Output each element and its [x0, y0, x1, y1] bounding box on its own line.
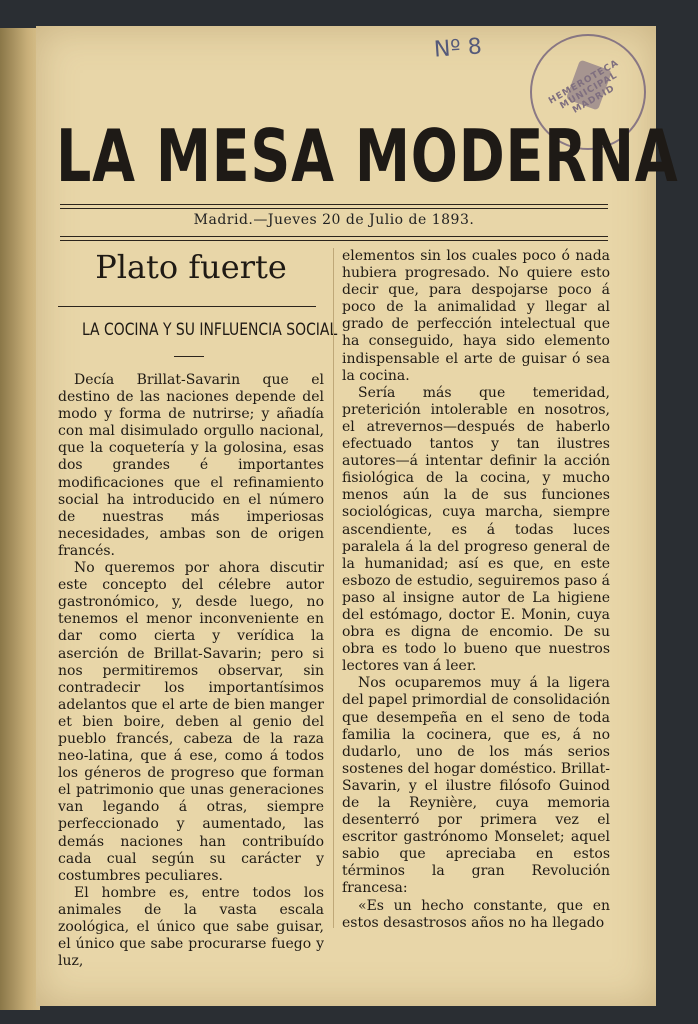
paragraph: El hombre es, entre todos los animales de la vasta escala zoológica, el único que sabe guisar, el único que sabe procurarse fuego y luz, — [58, 884, 324, 970]
paragraph: Nos ocuparemos muy á la ligera del papel primordial de consolidación que desempeña en el seno de toda familia la cocinera, que es, á no dudarlo, uno de los más serios sostenes del hogar doméstico. Brillat-Savarin, y el ilustre filósofo Guinod de la Reynière, cuya memoria desenterró por primera vez el escritor gastrónomo Monselet; aquel sabio que apreciaba en estos términos la gran Revolución francesa: — [342, 675, 610, 897]
dateline-rule — [60, 236, 608, 237]
article-column-right — [342, 248, 610, 932]
article-subtitle: LA COCINA Y SU INFLUENCIA SOCIAL — [81, 320, 338, 340]
section-rule — [58, 306, 316, 307]
paragraph: elementos sin los cuales poco ó nada hubiera progresado. No quiere esto decir que, para despojarse poco á poco de la animalidad y llegar al grado de perfección intelectual que ha conseguido, haya sido elemento indispensable el arte de guisar ó sea la cocina. — [342, 248, 610, 384]
issue-number-handwritten: Nº 8 — [433, 34, 483, 63]
masthead-rule-top — [60, 204, 608, 205]
book-spine-edge — [0, 28, 40, 1010]
dateline: Madrid.—Jueves 20 de Julio de 1893. — [193, 212, 475, 228]
subtitle-ornament-rule — [174, 356, 204, 357]
masthead-rule-top-2 — [60, 208, 608, 209]
paragraph: Decía Brillat-Savarin que el destino de las naciones depende del modo y forma de nutrirse; y añadía con mal disimulado orgullo nacional, que la coquetería y la golosina, esas dos grandes é importantes modificaciones que el refinamiento social ha introducido en el número de nuestras más imperiosas necesidades, ambas son de origen francés. — [58, 372, 324, 559]
article-column-left — [58, 372, 324, 970]
column-divider — [333, 248, 334, 928]
masthead-title: LA MESA MODERNA — [56, 114, 679, 198]
section-title: Plato fuerte — [95, 248, 287, 286]
dateline-rule-2 — [60, 240, 608, 241]
newspaper-page — [36, 26, 679, 1006]
paragraph: Sería más que temeridad, preterición intolerable en nosotros, el atrevernos—después de haberlo efectuado tantos y tan ilustres autores—á intentar definir la acción fisiológica de la cocina, y mucho menos aún la de sus funciones sociológicas, cuya marcha, siempre ascendiente, es á todas luces paralela á la del progreso general de la humanidad; así es que, en este esbozo de estudio, seguiremos paso á paso al insigne autor de La higiene del estómago, doctor E. Monin, cuya obra es digna de encomio. De su obra es todo lo bueno que nuestros lectores van á leer. — [342, 384, 610, 675]
paragraph: No queremos por ahora discutir este concepto del célebre autor gastronómico, y, desde luego, no tenemos el menor inconveniente en dar como cierta y verídica la aserción de Brillat-Savarin; pero si nos permitiremos observar, sin contradecir los importantísimos adelantos que el arte de bien manger et bien boire, deben al genio del pueblo francés, cabeza de la raza neo-latina, que á ese, como á todos los géneros de progreso que forman el patrimonio que unas generaciones van legando á otras, siempre perfeccionado y aumentado, las demás naciones han contribuído cada cual según su carácter y costumbres peculiares. — [58, 560, 324, 884]
stamp-text: HEMEROTECA MUNICIPAL MADRID — [547, 58, 621, 116]
paragraph: «Es un hecho constante, que en estos desastrosos años no ha llegado — [342, 897, 610, 931]
